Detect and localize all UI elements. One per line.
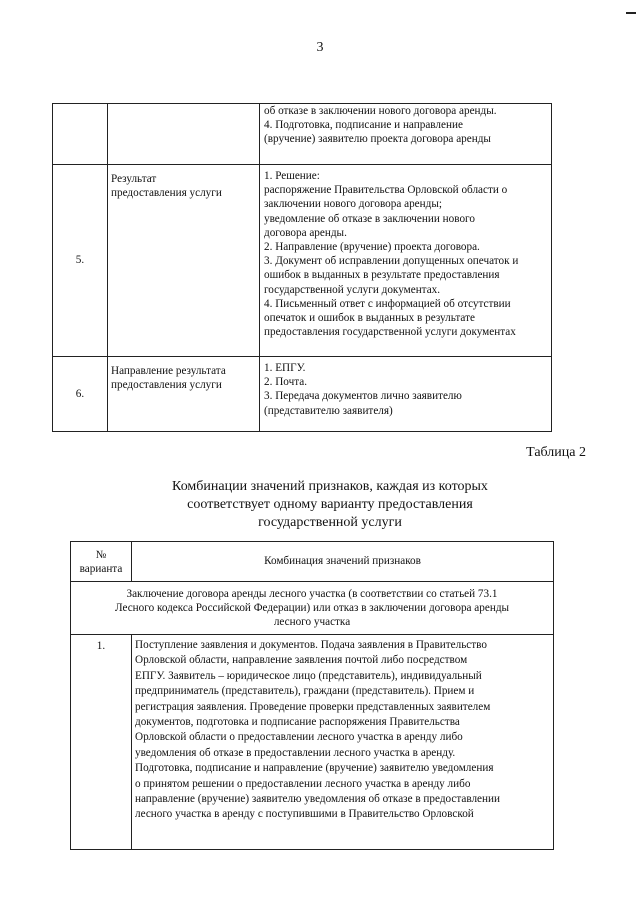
text-line: (представителю заявителя) (264, 404, 393, 417)
row-content (260, 357, 552, 432)
text-line: направление (вручение) заявителю уведомления об отказе в предоставлении (135, 793, 500, 806)
text-line: лесного участка в аренду с поступившими в Правительство Орловской (135, 808, 474, 821)
text-line: заключении нового договора аренды; (264, 198, 442, 211)
text-line: (вручение) заявителю проекта договора аренды (264, 133, 491, 146)
text-line: 3. Передача документов лично заявителю (264, 390, 462, 403)
services-table (52, 103, 552, 432)
text-line: документов, подготовка и подписание распоряжения Правительства (135, 716, 460, 729)
text-line: ошибок в выданных в результате предоставления (264, 269, 500, 282)
variant-description (132, 635, 554, 850)
text-line: 3. Документ об исправлении допущенных опечаток и (264, 255, 519, 268)
text-line: 2. Почта. (264, 376, 307, 389)
text-line: 4. Письменный ответ с информацией об отсутствии (264, 297, 511, 310)
variants-table (70, 541, 554, 850)
table-header-row (71, 542, 554, 582)
text-line: регистрация заявления. Проведение проверки представленных заявителем (135, 700, 491, 713)
table2-label: Таблица 2 (526, 445, 586, 460)
text-line: 4. Подготовка, подписание и направление (264, 119, 463, 132)
text-line: предприниматель (представитель), граждани (представитель). Прием и (135, 685, 475, 698)
text-line: № (95, 548, 107, 561)
table-row (71, 635, 554, 850)
header-variant-number (71, 542, 132, 582)
text-line: договора аренды. (264, 226, 347, 239)
text-line: ЕПГУ. Заявитель – юридическое лицо (представитель), индивидуальный (135, 669, 482, 682)
row-number (53, 104, 108, 165)
text-line: варианта (79, 562, 123, 575)
text-line: опечаток и ошибок в выданных в результате (264, 312, 475, 325)
text-line: Результат (111, 173, 157, 185)
variant-number: 1. (71, 635, 132, 850)
text-line: предоставления услуги (111, 187, 222, 200)
table2-title (100, 478, 560, 532)
text-line: уведомления об отказе в предоставлении лесного участка в аренду. (135, 746, 456, 759)
row-number: 5. (53, 165, 108, 357)
text-line: Орловской области о предоставлении лесного участка в аренду либо (135, 731, 463, 744)
text-line: 1. Решение: (264, 170, 320, 182)
text-line: о принятом решении о предоставлении лесного участка в аренду либо (135, 777, 471, 790)
text-line: предоставления услуги (111, 379, 222, 392)
row-number: 6. (53, 357, 108, 432)
text-line: Лесного кодекса Российской Федерации) или отказ в заключении договора аренды (114, 601, 510, 614)
title-line: соответствует одному варианту предоставления (187, 497, 473, 512)
header-combination: Комбинация значений признаков (132, 542, 554, 582)
table-row (53, 104, 552, 165)
text-line: Поступление заявления и документов. Подача заявления в Правительство (135, 639, 487, 651)
text-line: лесного участка (273, 616, 351, 629)
text-line: Орловской области, направление заявления почтой либо посредством (135, 654, 468, 667)
row-content (260, 165, 552, 357)
text-line: об отказе в заключении нового договора аренды. (264, 105, 497, 117)
title-line: Комбинации значений признаков, каждая из которых (172, 479, 488, 494)
row-name (108, 104, 260, 165)
group-row (71, 582, 554, 635)
text-line: Направление результата (111, 365, 226, 377)
group-heading (71, 582, 554, 635)
text-line: Заключение договора аренды лесного участка (в соответствии со статьей 73.1 (126, 587, 498, 600)
row-name (108, 357, 260, 432)
text-line: уведомление об отказе в заключении нового (264, 212, 475, 225)
corner-mark (626, 12, 636, 14)
row-name (108, 165, 260, 357)
text-line: предоставления государственной услуги документах (264, 326, 516, 339)
table-row (53, 357, 552, 432)
title-line: государственной услуги (258, 515, 402, 530)
text-line: Подготовка, подписание и направление (вручение) заявителю уведомления (135, 762, 494, 775)
row-content (260, 104, 552, 165)
text-line: государственной услуги документах. (264, 283, 441, 296)
page-number: 3 (316, 40, 324, 55)
text-line: распоряжение Правительства Орловской области о (264, 184, 508, 197)
text-line: 1. ЕПГУ. (264, 362, 306, 374)
text-line: 2. Направление (вручение) проекта договора. (264, 241, 480, 254)
table-row (53, 165, 552, 357)
